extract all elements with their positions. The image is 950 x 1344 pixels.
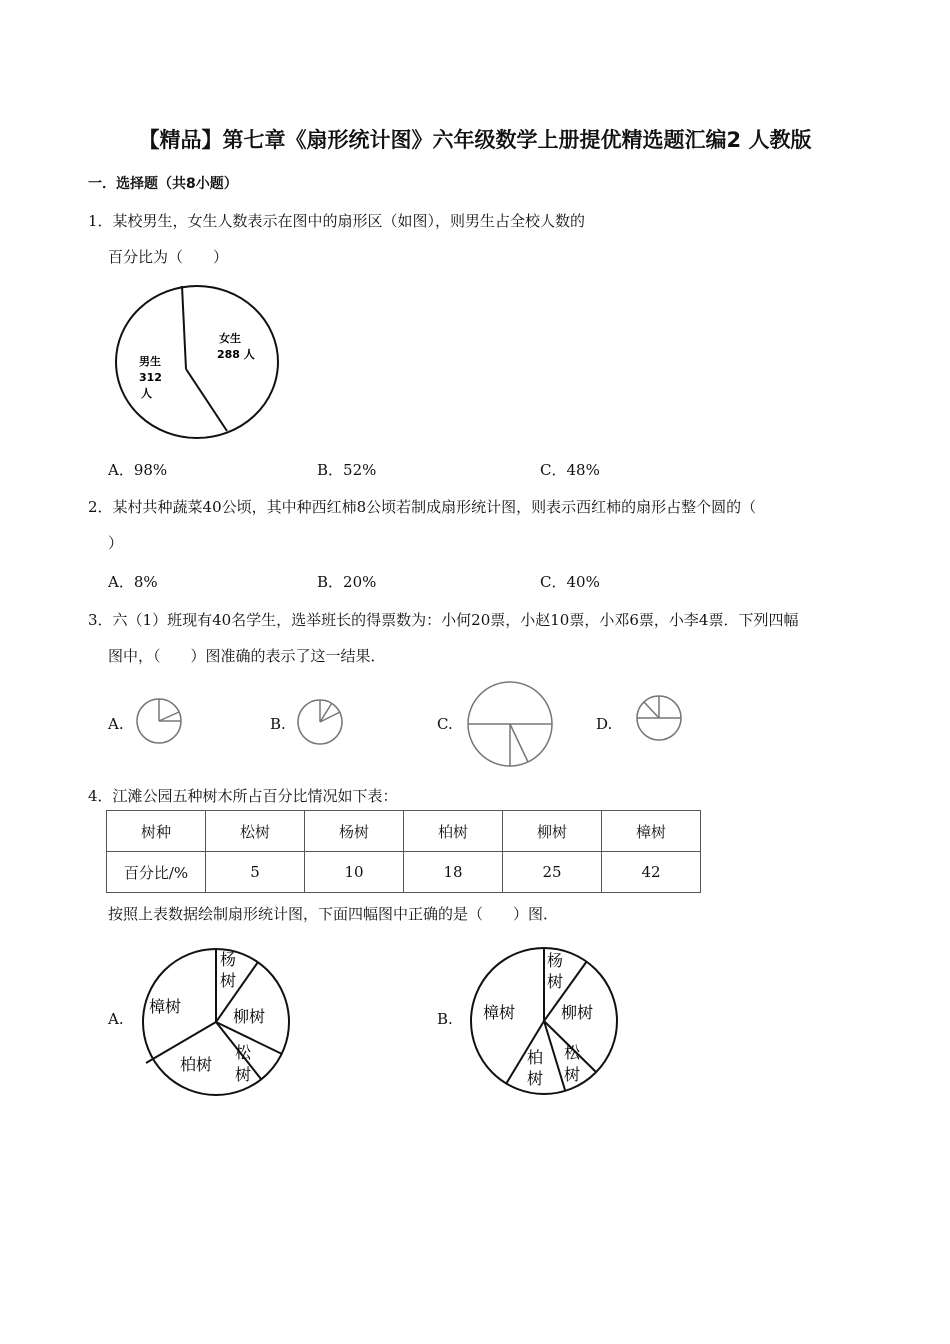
label-zhang: 樟树 [149,997,182,1016]
label-song-2: 树 [235,1065,252,1084]
label-yang: 杨 [547,951,564,970]
slice-label-boys-unit: 人 [141,387,152,400]
q4-pie-a [140,946,280,1096]
table-header-cell: 柳树 [503,811,602,852]
table-header-cell: 杨树 [305,811,404,852]
table-cell: 5 [206,852,305,893]
label-liu: 柳树 [561,1003,594,1022]
q3-option-b[interactable]: B. [270,715,286,733]
q1-pie-chart [115,283,285,443]
question-4-text-cont: 按照上表数据绘制扇形统计图，下面四幅图中正确的是（ ）图． [108,905,559,923]
slice-label-boys-count: 312 [139,371,162,384]
slice-label-boys: 男生 [139,355,161,368]
slice-label-girls: 女生 [219,332,241,345]
label-song-2: 树 [564,1065,581,1084]
table-header-cell: 树种 [107,811,206,852]
label-zhang: 樟树 [483,1003,516,1022]
tree-percentage-table [106,810,701,893]
q4-option-b[interactable]: B. [437,1010,453,1028]
label-liu: 柳树 [233,1007,266,1026]
label-yang-2: 树 [220,971,237,990]
question-2-text: 2．某村共种蔬菜40公顷，其中种西红柿8公顷若制成扇形统计图，则表示西红柿的扇形占整个圆的（ [88,498,757,516]
q2-option-a[interactable]: A．8% [108,573,158,591]
q3-option-c[interactable]: C. [437,715,453,733]
label-yang-2: 树 [547,972,564,991]
label-yang: 杨 [220,950,237,969]
q3-option-a[interactable]: A. [108,715,124,733]
q1-option-a[interactable]: A．98% [108,461,168,479]
pie-divider-bottom [186,369,227,431]
question-2-text-cont: ） [108,534,124,552]
page-title: 【精品】第七章《扇形统计图》六年级数学上册提优精选题汇编2 人教版 [138,128,812,152]
label-song: 松 [564,1043,581,1062]
q1-option-b[interactable]: B．52% [317,461,377,479]
table-cell: 42 [602,852,701,893]
question-1-text: 1．某校男生，女生人数表示在图中的扇形区（如图），则男生占全校人数的 [88,212,586,230]
q2-option-c[interactable]: C．40% [540,573,600,591]
table-cell: 25 [503,852,602,893]
table-header-cell: 柏树 [404,811,503,852]
q4-pie-b [469,946,619,1096]
section-heading: 一．选择题（共8小题） [88,176,238,192]
table-cell: 百分比/% [107,852,206,893]
label-bai: 柏 [527,1048,544,1067]
q1-option-c[interactable]: C．48% [540,461,600,479]
q4-option-a[interactable]: A. [108,1010,124,1028]
table-header-cell: 樟树 [602,811,701,852]
table-row [107,852,701,893]
q3-pie-d [637,696,687,746]
q3-pie-c [468,682,558,772]
q3-option-d[interactable]: D. [596,715,613,733]
table-row [107,811,701,852]
q3-pie-b [298,698,348,748]
label-song: 松 [235,1043,252,1062]
question-3-text-cont: 图中，（ ）图准确的表示了这一结果． [108,647,386,665]
table-cell: 10 [305,852,404,893]
label-bai: 柏树 [180,1055,213,1074]
question-4-text: 4．江滩公园五种树木所占百分比情况如下表： [88,787,398,805]
pie-divider-top [182,286,186,369]
slice-label-girls-count: 288 人 [217,348,255,361]
question-3-text: 3．六（1）班现有40名学生，选举班长的得票数为：小何20票，小赵10票，小邓6票，小李4票．下列四幅 [88,611,799,629]
table-cell: 18 [404,852,503,893]
q2-option-b[interactable]: B．20% [317,573,377,591]
label-bai-2: 树 [527,1069,544,1088]
table-header-cell: 松树 [206,811,305,852]
q3-pie-a [137,698,187,748]
question-1-text-cont: 百分比为（ ） [108,248,229,266]
